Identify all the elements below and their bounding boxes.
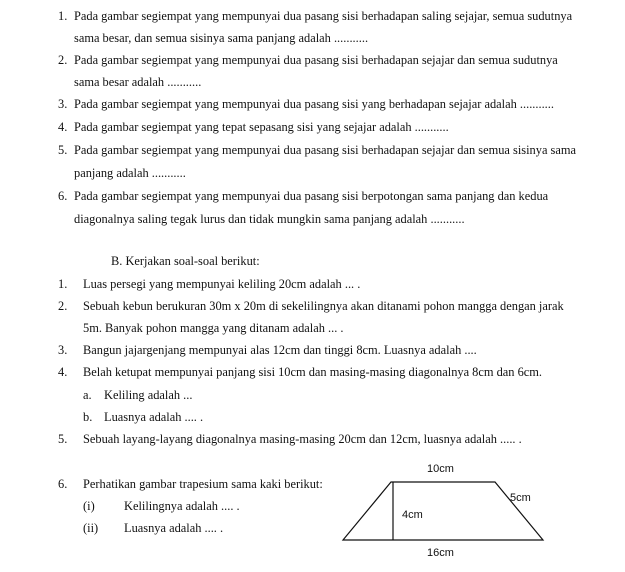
- a-q3-line1: Pada gambar segiempat yang mempunyai dua pasang sisi yang berhadapan sejajar adalah ...........: [74, 97, 554, 111]
- b-q3-number: 3.: [58, 343, 68, 357]
- b-q6ii-text: Luasnya adalah .... .: [124, 521, 224, 535]
- b-q4-text: Belah ketupat mempunyai panjang sisi 10cm dan masing-masing diagonalnya 8cm dan 6cm.: [83, 365, 543, 379]
- label-slant-side: 5cm: [510, 492, 531, 504]
- b-q4-number: 4.: [58, 365, 68, 379]
- b-q1-text: Luas persegi yang mempunyai keliling 20cm adalah ... .: [83, 277, 361, 291]
- a-q2-number: 2.: [58, 53, 68, 67]
- b-q6ii-label: (ii): [83, 521, 99, 535]
- b-q6-text: Perhatikan gambar trapesium sama kaki berikut:: [83, 477, 323, 491]
- a-q1-line1: Pada gambar segiempat yang mempunyai dua pasang sisi berhadapan saling sejajar, semua sudutnya: [74, 9, 573, 23]
- a-q2-line1: Pada gambar segiempat yang mempunyai dua pasang sisi berhadapan sejajar dan semua sudutnya: [74, 53, 558, 67]
- label-top-side: 10cm: [427, 463, 454, 475]
- a-q5-line2: panjang adalah ...........: [74, 166, 186, 180]
- b-q6i-text: Kelilingnya adalah .... .: [124, 499, 240, 513]
- a-q4-number: 4.: [58, 120, 68, 134]
- b-q6i-label: (i): [83, 499, 95, 513]
- b-q2-line1: Sebuah kebun berukuran 30m x 20m di sekelilingnya akan ditanami pohon mangga dengan jarak: [83, 299, 564, 313]
- a-q6-line2: diagonalnya saling tegak lurus dan tidak mungkin sama panjang adalah ...........: [74, 212, 465, 226]
- a-q6-number: 6.: [58, 189, 68, 203]
- b-q1-number: 1.: [58, 277, 68, 291]
- b-q3-text: Bangun jajargenjang mempunyai alas 12cm dan tinggi 8cm. Luasnya adalah ....: [83, 343, 477, 357]
- a-q1-number: 1.: [58, 9, 68, 23]
- a-q5-number: 5.: [58, 143, 68, 157]
- a-q1-line2: sama besar, dan semua sisinya sama panjang adalah ...........: [74, 31, 369, 45]
- b-q4a-text: Keliling adalah ...: [104, 388, 193, 402]
- b-q4b-label: b.: [83, 410, 93, 424]
- a-q6-line1: Pada gambar segiempat yang mempunyai dua pasang sisi berpotongan sama panjang dan kedua: [74, 189, 549, 203]
- a-q5-line1: Pada gambar segiempat yang mempunyai dua pasang sisi berhadapan sejajar dan semua sisinya sama: [74, 143, 577, 157]
- a-q2-line2: sama besar adalah ...........: [74, 75, 202, 89]
- b-q4b-text: Luasnya adalah .... .: [104, 410, 204, 424]
- a-q4-line1: Pada gambar segiempat yang tepat sepasang sisi yang sejajar adalah ...........: [74, 120, 449, 134]
- b-q2-line2: 5m. Banyak pohon mangga yang ditanam adalah ... .: [83, 321, 344, 335]
- label-bottom-side: 16cm: [427, 547, 454, 559]
- b-q2-number: 2.: [58, 299, 68, 313]
- a-q3-number: 3.: [58, 97, 68, 111]
- section-b-heading: B. Kerjakan soal-soal berikut:: [111, 254, 260, 268]
- b-q5-number: 5.: [58, 432, 68, 446]
- b-q5-text: Sebuah layang-layang diagonalnya masing-masing 20cm dan 12cm, luasnya adalah ..... .: [83, 432, 522, 446]
- b-q4a-label: a.: [83, 388, 92, 402]
- trapezoid-shape: [343, 482, 543, 540]
- label-height: 4cm: [402, 509, 423, 521]
- b-q6-number: 6.: [58, 477, 68, 491]
